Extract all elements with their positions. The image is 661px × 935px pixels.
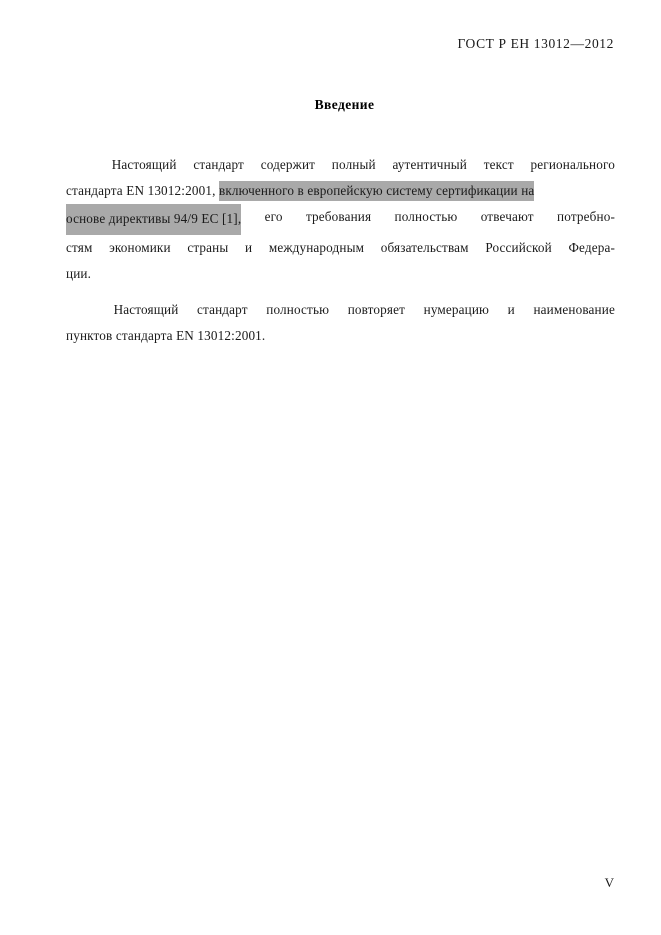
word: регионального [530, 157, 615, 172]
word: отвечают [480, 209, 534, 224]
word: и [245, 240, 253, 255]
word: международным [268, 240, 365, 255]
word: аутентичный [392, 157, 467, 172]
highlighted-text-run: основе директивы 94/9 ЕС [1], [66, 204, 241, 235]
document-body [66, 152, 615, 349]
first-line-indent [66, 152, 95, 178]
word: его [264, 209, 283, 224]
word: экономики [109, 240, 171, 255]
paragraph-1-line-4 [66, 235, 615, 261]
word: повторяет [347, 302, 406, 317]
word: полностью [266, 302, 330, 317]
paragraph-1-line-2 [66, 178, 615, 204]
word: содержит [260, 157, 316, 172]
page-number: V [604, 875, 614, 890]
word: и [507, 302, 515, 317]
paragraph-2-line-2: пунктов стандарта EN 13012:2001. [66, 328, 266, 343]
word: наименование [533, 302, 615, 317]
plain-text-run: стандарта EN 13012:2001, [66, 183, 216, 198]
word: страны [187, 240, 229, 255]
first-line-indent [66, 297, 95, 323]
word: Федера- [568, 240, 615, 255]
word: стандарт [193, 157, 244, 172]
highlighted-text-run: включенного в европейскую систему сертификации на [219, 181, 534, 201]
word: полный [331, 157, 376, 172]
paragraph-2-line-1 [66, 297, 615, 323]
word: нумерацию [423, 302, 490, 317]
word: обязательствам [380, 240, 469, 255]
word: Российской [485, 240, 552, 255]
paragraph-1-line-5: ции. [66, 266, 92, 281]
paragraph-2 [66, 297, 615, 349]
word: полностью [394, 209, 458, 224]
document-header-standard-designation: ГОСТ Р ЕН 13012—2012 [457, 36, 614, 51]
word: Настоящий [113, 302, 179, 317]
word: потребно- [557, 209, 615, 224]
word: Настоящий [111, 157, 177, 172]
word: текст [483, 157, 514, 172]
word: требования [305, 209, 372, 224]
paragraph-1-line-3 [66, 204, 615, 235]
page-title: Введение [314, 97, 375, 112]
word: стандарт [197, 302, 248, 317]
paragraph-1 [66, 152, 615, 287]
word: стям [66, 240, 93, 255]
paragraph-1-line-1 [66, 152, 615, 178]
